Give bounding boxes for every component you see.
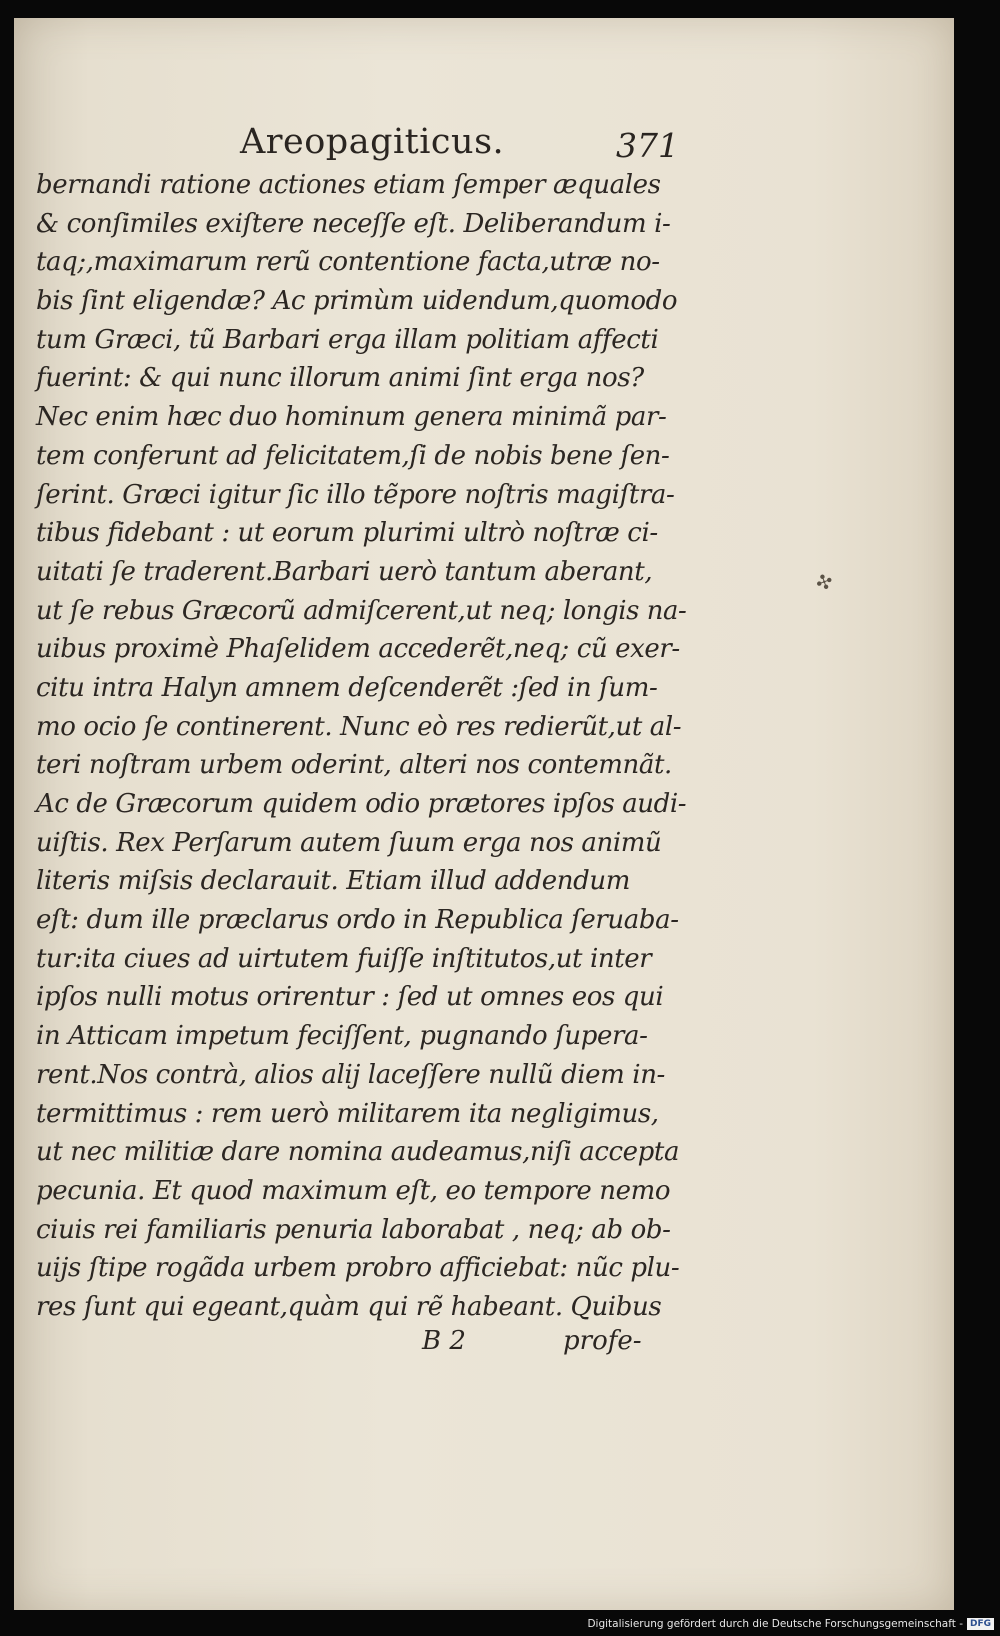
text-line: tibus fidebant : ut eorum plurimi ultrò noſtræ ci-: [36, 518, 658, 549]
digitization-credit: [587, 1616, 994, 1632]
text-line: tem conferunt ad felicitatem,ſi de nobis bene ſen-: [36, 440, 670, 471]
text-line: fuerint: & qui nunc illorum animi ſint erga nos?: [36, 363, 644, 394]
text-line: bis ſint eligendæ? Ac primùm uidendum,quomodo: [36, 286, 678, 317]
ink-blot-icon: ✣: [812, 567, 837, 597]
text-line: ipſos nulli motus orirentur : ſed ut omnes eos qui: [36, 982, 664, 1013]
text-line: bernandi ratione actiones etiam ſemper æquales: [36, 170, 661, 200]
text-line: ut ſe rebus Græcorũ admiſcerent,ut neq; longis na-: [36, 595, 687, 626]
catchword: profe-: [563, 1326, 642, 1356]
text-line: Nec enim hæc duo hominum genera minimã par-: [36, 402, 667, 433]
text-line: pecunia. Et quod maximum eſt, eo tempore nemo: [36, 1175, 671, 1206]
body-text: [36, 166, 686, 1327]
text-line: Ac de Græcorum quidem odio prætores ipſos audi-: [36, 789, 687, 819]
text-line: ut nec militiæ dare nomina audeamus,niſi accepta: [36, 1137, 680, 1168]
text-line: uibus proximè Phaſelidem accederẽt,neq; cũ exer-: [36, 634, 680, 665]
text-line: in Atticam impetum feciſſent, pugnando ſupera-: [36, 1021, 648, 1052]
text-line: mo ocio ſe continerent. Nunc eò res redierũt,ut al-: [36, 711, 682, 742]
text-line: ſerint. Græci igitur ſic illo tẽpore noſtris magiſtra-: [36, 479, 675, 510]
running-title: Areopagiticus.: [240, 122, 505, 162]
text-line: citu intra Halyn amnem deſcenderẽt :ſed in ſum-: [36, 672, 658, 703]
page-number: 371: [616, 126, 679, 165]
text-line: ciuis rei familiaris penuria laborabat , neq; ab ob-: [36, 1214, 671, 1245]
page-footer: [14, 1326, 954, 1366]
text-line: termittimus : rem uerò militarem ita negligimus,: [36, 1098, 659, 1129]
text-line: uitati ſe traderent.Barbari uerò tantum aberant,: [36, 556, 653, 587]
text-line: tur:ita ciues ad uirtutem fuiſſe inſtitutos,ut inter: [36, 943, 652, 974]
dfg-logo: DFG: [967, 1618, 994, 1630]
text-line: eſt: dum ille præclarus ordo in Republica ſeruaba-: [36, 905, 679, 936]
signature-mark: B 2: [422, 1326, 466, 1356]
text-line: uiſtis. Rex Perſarum autem ſuum erga nos animũ: [36, 827, 662, 858]
running-head: [14, 106, 954, 166]
text-line: tum Græci, tũ Barbari erga illam politiam affecti: [36, 324, 659, 355]
text-line: rent.Nos contrà, alios alij laceſſere nullũ diem in-: [36, 1059, 665, 1090]
text-line: res ſunt qui egeant,quàm qui rẽ habeant. Quibus: [36, 1291, 662, 1322]
text-line: & conſimiles exiſtere neceſſe eſt. Deliberandum i-: [36, 208, 671, 239]
book-page: [14, 18, 954, 1610]
text-line: literis miſsis declarauit. Etiam illud addendum: [36, 866, 630, 897]
text-line: teri noſtram urbem oderint, alteri nos contemnãt.: [36, 750, 672, 781]
credit-text: Digitalisierung gefördert durch die Deutsche Forschungsgemeinschaft -: [587, 1618, 963, 1630]
text-line: uijs ſtipe rogãda urbem probro afficiebat: nũc plu-: [36, 1253, 680, 1284]
text-line: taq;,maximarum rerũ contentione facta,utræ no-: [36, 247, 660, 278]
